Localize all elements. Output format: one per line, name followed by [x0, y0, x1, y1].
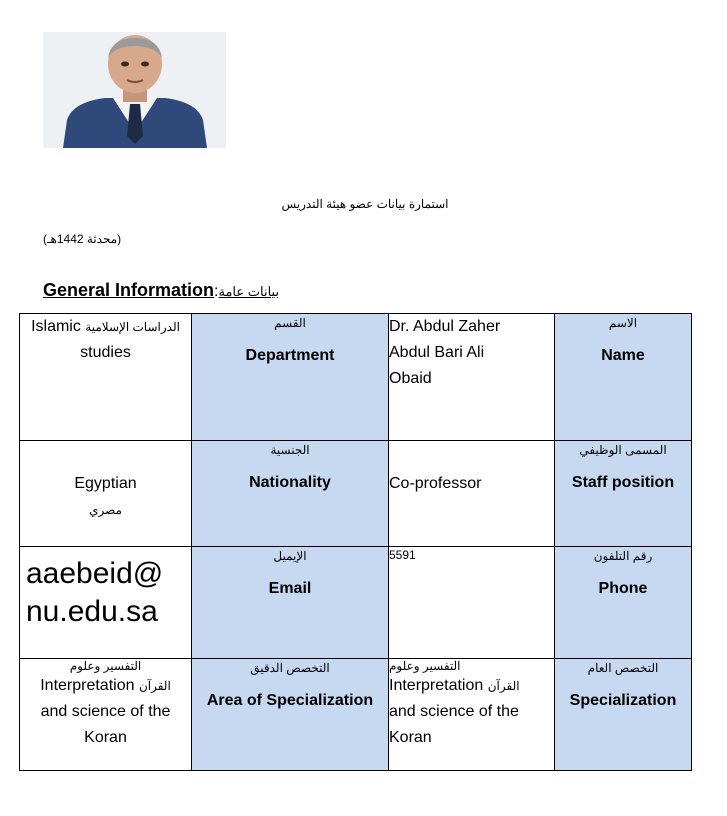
- position-label-ar: المسمى الوظيفي: [579, 443, 667, 457]
- name-label-en: Name: [601, 347, 645, 364]
- section-heading: [43, 280, 279, 301]
- department-value-en: Islamic: [31, 318, 81, 335]
- table-row: [20, 547, 692, 659]
- department-value: [20, 314, 192, 441]
- form-title: استمارة بيانات عضو هيئة التدريس: [281, 197, 449, 211]
- email-label: [192, 547, 389, 659]
- phone-label-en: Phone: [598, 580, 648, 597]
- nationality-value-en: Egyptian: [74, 475, 137, 492]
- profile-photo: [43, 32, 226, 148]
- table-row: [20, 441, 692, 547]
- specialization-value-en1: Interpretation: [389, 677, 484, 694]
- phone-label-ar: رقم التلفون: [593, 549, 653, 563]
- specialization-value: [389, 659, 555, 771]
- name-label: [555, 314, 692, 441]
- phone-value-text: 5591: [389, 548, 416, 562]
- specialization-value-ar1: التفسير وعلوم: [389, 659, 461, 673]
- name-label-ar: الاسم: [608, 316, 638, 330]
- position-value-text: Co-professor: [389, 475, 482, 492]
- position-value: [389, 441, 555, 547]
- area-value-ar1: التفسير وعلوم: [69, 659, 142, 673]
- specialization-value-ar2: القرآن: [487, 679, 520, 693]
- specialization-label-ar: التخصص العام: [587, 661, 659, 675]
- specialization-value-line3: Koran: [389, 729, 432, 746]
- phone-value: [389, 547, 555, 659]
- section-heading-ar: بيانات عامة: [218, 284, 280, 299]
- area-value: [20, 659, 192, 771]
- name-value-line2: Abdul Bari Ali: [389, 344, 485, 361]
- nationality-label-ar: الجنسية: [270, 443, 310, 457]
- area-value-en1: Interpretation: [40, 677, 135, 694]
- nationality-value: [20, 441, 192, 547]
- department-value-ar: الدراسات الإسلامية: [85, 320, 180, 334]
- nationality-label: [192, 441, 389, 547]
- section-heading-sep: :: [214, 283, 219, 300]
- email-value-line1: aaebeid@: [26, 557, 164, 590]
- area-value-line2: and science of the: [40, 703, 171, 720]
- nationality-label-en: Nationality: [249, 474, 331, 491]
- area-label: [192, 659, 389, 771]
- position-label: [555, 441, 692, 547]
- department-label-ar: القسم: [274, 316, 306, 330]
- department-label: [192, 314, 389, 441]
- table-row: [20, 314, 692, 441]
- specialization-label-en: Specialization: [569, 692, 677, 709]
- phone-label: [555, 547, 692, 659]
- table-row: [20, 659, 692, 771]
- email-value-line2: nu.edu.sa: [26, 595, 158, 628]
- section-heading-en: General Information: [43, 280, 215, 300]
- email-value: [20, 547, 192, 659]
- department-label-en: Department: [245, 347, 335, 364]
- general-info-table: [19, 313, 692, 771]
- nationality-value-ar: مصري: [89, 503, 122, 517]
- revision-note: (محدثة 1442هـ): [43, 232, 122, 246]
- name-value: [389, 314, 555, 441]
- area-label-en: Area of Specialization: [206, 692, 374, 709]
- area-value-ar2: القرآن: [138, 679, 171, 693]
- area-label-ar: التخصص الدقيق: [250, 661, 330, 675]
- name-value-line3: Obaid: [389, 370, 432, 387]
- specialization-label: [555, 659, 692, 771]
- department-value-en2: studies: [80, 344, 131, 361]
- email-label-en: Email: [268, 580, 312, 597]
- email-label-ar: الإيميل: [273, 549, 307, 563]
- specialization-value-line2: and science of the: [389, 703, 519, 720]
- position-label-en: Staff position: [571, 474, 675, 491]
- name-value-line1: Dr. Abdul Zaher: [389, 318, 501, 335]
- area-value-line3: Koran: [84, 729, 127, 746]
